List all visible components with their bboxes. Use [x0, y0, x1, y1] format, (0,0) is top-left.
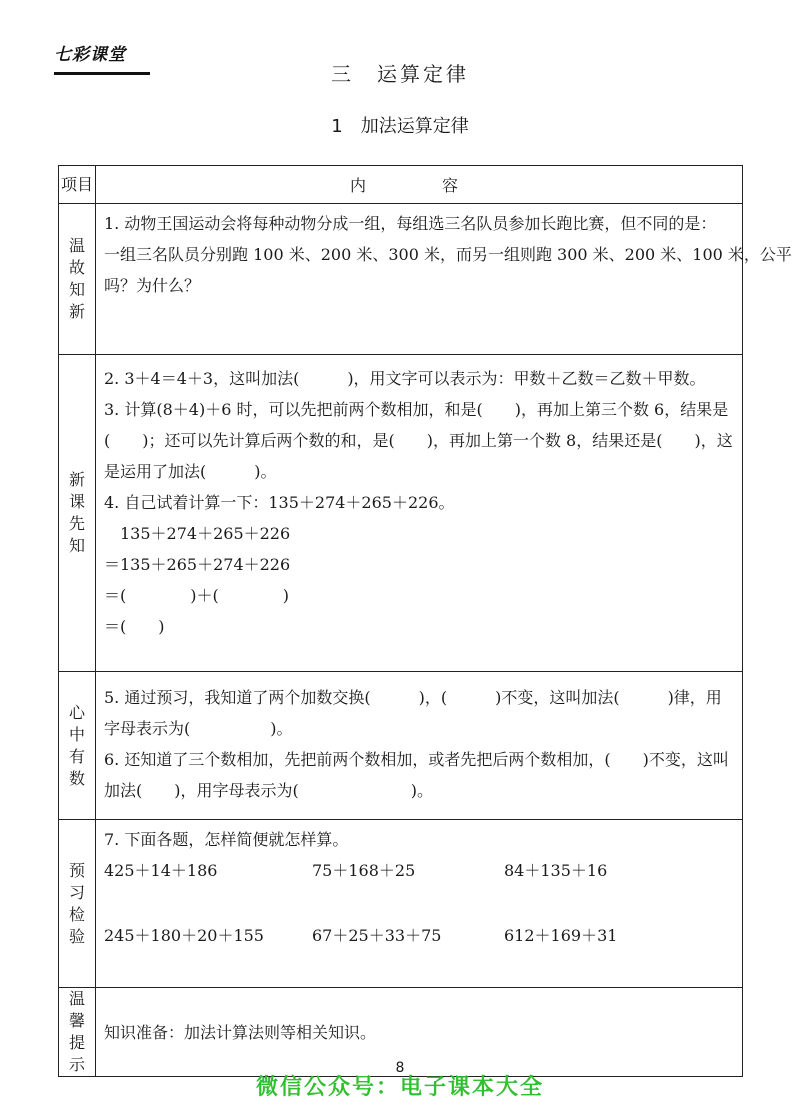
exercise-intro: 7. 下面各题，怎样简便就怎样算。 — [104, 830, 349, 849]
text-line: 一组三名队员分别跑 100 米、200 米、300 米，而另一组则跑 300 米、200 米、100 米，公平 — [104, 245, 792, 264]
category-review: 温故知新 — [59, 204, 96, 355]
category-preview-check: 预习检验 — [59, 820, 96, 988]
calc-step: 135＋274＋265＋226 — [120, 524, 291, 543]
exercise-problem: 245＋180＋20＋155 — [104, 926, 264, 945]
table-row — [59, 355, 743, 672]
text-line: 2. 3＋4＝4＋3，这叫加法( )，用文字可以表示为：甲数＋乙数＝乙数＋甲数。 — [104, 369, 706, 388]
table-row — [59, 820, 743, 988]
chapter-title: 三 运算定律 — [331, 62, 469, 86]
table-header-row — [59, 166, 743, 204]
table-row — [59, 204, 743, 355]
text-line: 字母表示为( )。 — [104, 719, 293, 738]
exercise-problem: 75＋168＋25 — [312, 861, 416, 880]
preview-check-content — [96, 820, 743, 988]
exercise-problem: 67＋25＋33＋75 — [312, 926, 442, 945]
section-title: 1 加法运算定律 — [331, 116, 469, 137]
text-line: 5. 通过预习，我知道了两个加数交换( )，( )不变，这叫加法( )律，用 — [104, 688, 722, 707]
text-line: 4. 自己试着计算一下：135＋274＋265＋226。 — [104, 493, 455, 512]
watermark: 微信公众号：电子课本大全 — [255, 1075, 544, 1100]
exercise-problem: 612＋169＋31 — [504, 926, 618, 945]
category-new-lesson: 新课先知 — [59, 355, 96, 672]
review-content — [96, 204, 792, 355]
exercise-problem: 84＋135＋16 — [504, 861, 608, 880]
text-line: 知识准备：加法计算法则等相关知识。 — [104, 1022, 377, 1042]
text-line: 6. 还知道了三个数相加，先把前两个数相加，或者先把后两个数相加，( )不变，这叫 — [104, 750, 729, 769]
text-line: 3. 计算(8＋4)＋6 时，可以先把前两个数相加，和是( )，再加上第三个数 6，结果是 — [104, 400, 729, 419]
understanding-content — [96, 672, 743, 820]
text-line: 加法( )，用字母表示为( )。 — [104, 781, 433, 800]
logo-text: 七彩课堂 — [54, 45, 126, 65]
exercise-row — [104, 920, 736, 951]
text-line: 是运用了加法( )。 — [104, 462, 277, 481]
calc-step: ＝135＋265＋274＋226 — [104, 555, 291, 574]
text-line: 吗？为什么？ — [104, 276, 201, 295]
table-row — [59, 672, 743, 820]
new-lesson-content — [96, 355, 743, 672]
lesson-table — [58, 165, 792, 1077]
header-item: 项目 — [59, 166, 96, 204]
page-number: 8 — [395, 1060, 405, 1076]
calc-step: ＝( )＋( ) — [104, 586, 289, 605]
exercise-problem: 425＋14＋186 — [104, 861, 218, 880]
text-line: 1. 动物王国运动会将每种动物分成一组，每组选三名队员参加长跑比赛，但不同的是： — [104, 214, 717, 233]
calc-step: ＝( ) — [104, 617, 165, 636]
text-line: ( )；还可以先计算后两个数的和，是( )，再加上第一个数 8，结果还是( )，这 — [104, 431, 733, 450]
header-content: 内 容 — [96, 166, 743, 204]
category-tips: 温馨提示 — [59, 988, 96, 1077]
exercise-row — [104, 855, 736, 886]
category-understanding: 心中有数 — [59, 672, 96, 820]
